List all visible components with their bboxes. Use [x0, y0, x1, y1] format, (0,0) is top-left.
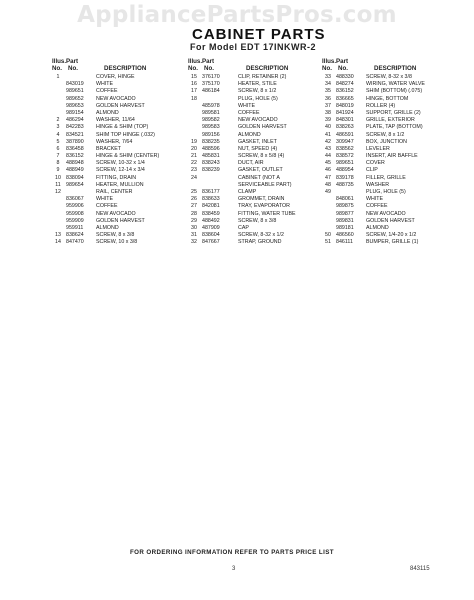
- illus-number: 16: [191, 81, 197, 88]
- part-number: 959911: [66, 224, 84, 231]
- part-row: [188, 175, 328, 182]
- part-number: 989877: [336, 210, 354, 217]
- document-number: 843115: [410, 566, 430, 572]
- part-row: [322, 124, 462, 131]
- part-description: COVER, HINGE: [96, 74, 135, 80]
- part-description: SCREW, 8 x 3/8: [238, 217, 277, 224]
- part-description: GOLDEN HARVEST: [96, 102, 145, 109]
- part-description: HINGE & SHIM (TOP): [96, 124, 149, 131]
- part-number: 989651: [66, 88, 84, 95]
- illus-number: 35: [325, 88, 331, 95]
- illus-number: 48: [325, 181, 331, 188]
- part-description: SCREW, 8 x 1/2: [238, 88, 277, 95]
- part-row: [52, 203, 192, 210]
- illus-number: 30: [191, 224, 197, 231]
- part-description: FITTING, WATER TUBE: [238, 210, 296, 217]
- part-row: [188, 189, 328, 196]
- part-row: [188, 218, 328, 225]
- part-number: 838459: [202, 210, 220, 217]
- part-description: WASHER: [366, 181, 390, 188]
- illus-number: 50: [325, 232, 331, 239]
- part-row: [322, 211, 462, 218]
- illus-number: 33: [325, 74, 331, 80]
- illus-number: 22: [191, 160, 197, 167]
- part-number: 989653: [66, 102, 84, 109]
- part-description: GROMMET, DRAIN: [238, 196, 285, 203]
- part-number: 836067: [66, 196, 84, 203]
- illus-number: 21: [191, 153, 197, 160]
- part-row: [188, 203, 328, 210]
- illus-number: 38: [325, 109, 331, 116]
- part-number: 846111: [336, 239, 353, 246]
- part-number: 838263: [336, 124, 354, 131]
- part-row: [322, 175, 462, 182]
- part-row: [188, 81, 328, 88]
- part-row: [52, 81, 192, 88]
- part-row: [52, 189, 192, 196]
- header-no: No.: [188, 65, 198, 72]
- illus-number: 29: [191, 217, 197, 224]
- watermark: AppliancePartsPros.com: [77, 2, 397, 28]
- part-number: 838094: [66, 174, 84, 181]
- part-row: [52, 110, 192, 117]
- footer-note: FOR ORDERING INFORMATION REFER TO PARTS PRICE LIST: [130, 549, 334, 556]
- illus-number: 42: [325, 138, 331, 145]
- part-description: GASKET, OUTLET: [238, 167, 283, 174]
- part-number: 838604: [202, 232, 220, 239]
- illus-number: 11: [55, 181, 61, 188]
- part-row: [322, 232, 462, 239]
- column-header: [188, 58, 328, 74]
- part-description: SHIM (BOTTOM) (.075): [366, 88, 423, 95]
- part-row: [188, 225, 328, 232]
- part-row: [188, 110, 328, 117]
- illus-number: 3: [56, 124, 60, 131]
- header-description: DESCRIPTION: [374, 65, 417, 72]
- part-description: ALMOND: [366, 224, 389, 231]
- illus-number: 37: [325, 102, 331, 109]
- illus-number: 6: [56, 145, 60, 152]
- part-number: 838239: [202, 167, 220, 174]
- part-row: [52, 160, 192, 167]
- part-description: GOLDEN HARVEST: [238, 124, 287, 131]
- illus-number: 19: [191, 138, 197, 145]
- part-description: SCREW, 10 x 3/8: [96, 239, 138, 246]
- part-description: NEW AVOCADO: [96, 210, 136, 217]
- header-part-no: No.: [204, 65, 214, 72]
- illus-number: 10: [55, 174, 61, 181]
- part-number: 485978: [202, 102, 220, 109]
- illus-number: 13: [55, 232, 61, 239]
- part-row: [322, 203, 462, 210]
- part-number: 989831: [336, 217, 354, 224]
- part-description: PLATE, TAP (BOTTOM): [366, 124, 423, 131]
- part-description: ALMOND: [96, 224, 119, 231]
- column-header: [52, 58, 192, 74]
- part-number: 848274: [336, 81, 354, 88]
- part-number: 838235: [202, 138, 220, 145]
- part-description: NEW AVOCADO: [96, 95, 136, 102]
- part-row: [188, 117, 328, 124]
- part-description: SCREW, 8-32 x 1/2: [238, 232, 284, 239]
- part-row: [52, 167, 192, 174]
- part-description: CLIP: [366, 167, 378, 174]
- part-row: [322, 196, 462, 203]
- illus-number: 49: [325, 189, 331, 195]
- part-description: WASHER, 7/64: [96, 138, 133, 145]
- part-description: SCREW, 10-32 x 1/4: [96, 160, 145, 167]
- part-description: NEW AVOCADO: [366, 210, 406, 217]
- part-row: [322, 239, 462, 246]
- part-description: CABINET (NOT A: [238, 174, 280, 181]
- part-row: [52, 211, 192, 218]
- part-row: [188, 103, 328, 110]
- part-description: WHITE: [96, 196, 114, 203]
- illus-number: 23: [191, 167, 197, 174]
- header-part: Part: [336, 58, 349, 65]
- part-number: 375170: [202, 81, 220, 88]
- part-number: 836152: [336, 88, 354, 95]
- part-number: 376170: [202, 74, 220, 80]
- part-row: [322, 110, 462, 117]
- part-description: HEATER, MULLION: [96, 181, 144, 188]
- illus-number: 14: [55, 239, 61, 246]
- part-number: 989581: [202, 109, 220, 116]
- part-number: 486184: [202, 88, 220, 95]
- illus-number: 2: [56, 117, 60, 124]
- part-description: COVER: [366, 160, 385, 167]
- part-row: [188, 239, 328, 246]
- part-number: 959908: [66, 210, 84, 217]
- part-description: WHITE: [96, 81, 114, 88]
- part-description: SCREW, 12-14 x 3/4: [96, 167, 145, 174]
- part-description: NEW AVOCADO: [238, 117, 278, 124]
- part-description: WHITE: [366, 196, 384, 203]
- part-number: 959906: [66, 203, 84, 210]
- part-description: COFFEE: [238, 109, 260, 116]
- parts-column: [52, 58, 192, 247]
- header-part: Part: [66, 58, 79, 65]
- part-number: 836665: [336, 95, 354, 102]
- part-number: 309947: [336, 138, 354, 145]
- illus-number: 25: [191, 189, 197, 195]
- part-description: CLIP, RETAINER (2): [238, 74, 287, 80]
- part-row: [188, 132, 328, 139]
- part-row: [188, 167, 328, 174]
- illus-number: 32: [191, 239, 197, 246]
- illus-number: 47: [325, 174, 331, 181]
- part-number: 838562: [336, 145, 354, 152]
- illus-number: 34: [325, 81, 331, 88]
- part-number: 838633: [202, 196, 220, 203]
- part-row: [322, 189, 462, 196]
- page-subtitle: For Model EDT 17INKWR-2: [190, 42, 317, 52]
- illus-number: 41: [325, 131, 331, 138]
- part-number: 838572: [336, 153, 354, 160]
- part-description: CAP: [238, 224, 249, 231]
- part-description: BRACKET: [96, 145, 122, 152]
- part-row: [52, 153, 192, 160]
- part-number: 486560: [336, 232, 354, 239]
- part-description: WHITE: [238, 102, 256, 109]
- illus-number: 46: [325, 167, 331, 174]
- part-row: [188, 160, 328, 167]
- part-row: [322, 81, 462, 88]
- header-part-no: No.: [68, 65, 78, 72]
- part-number: 959909: [66, 217, 84, 224]
- part-row: [188, 88, 328, 95]
- part-number: 488954: [336, 167, 354, 174]
- header-illus: Illus.: [188, 58, 203, 65]
- illus-number: 39: [325, 117, 331, 124]
- part-number: 387890: [66, 138, 84, 145]
- part-number: 847667: [202, 239, 220, 246]
- part-row: [322, 132, 462, 139]
- part-number: 989156: [202, 131, 220, 138]
- part-row: [188, 74, 328, 81]
- part-number: 488948: [66, 160, 84, 167]
- part-description: NUT, SPEED (4): [238, 145, 278, 152]
- part-row: [322, 139, 462, 146]
- part-row: [188, 153, 328, 160]
- part-number: 834521: [66, 131, 84, 138]
- illus-number: 7: [56, 153, 60, 160]
- part-description: SCREW, 8 x 3/8: [96, 232, 135, 239]
- part-description: LEVELER: [366, 145, 390, 152]
- part-description: FILLER, GRILLE: [366, 174, 406, 181]
- header-part-no: No.: [338, 65, 348, 72]
- page-title: CABINET PARTS: [192, 26, 326, 43]
- part-description: GRILLE, EXTERIOR: [366, 117, 415, 124]
- illus-number: 9: [56, 167, 60, 174]
- part-number: 839178: [336, 174, 354, 181]
- part-number: 989582: [202, 117, 220, 124]
- illus-number: 36: [325, 95, 331, 102]
- part-number: 842081: [202, 203, 220, 210]
- part-description: INSERT, AIR BAFFLE: [366, 153, 418, 160]
- header-illus: Illus.: [52, 58, 67, 65]
- part-number: 989652: [66, 95, 84, 102]
- part-description: SHIM TOP HINGE (.032): [96, 131, 155, 138]
- part-number: 488596: [202, 145, 220, 152]
- page-number: 3: [232, 566, 236, 572]
- part-number: 838243: [202, 160, 220, 167]
- part-description: GASKET, INLET: [238, 138, 277, 145]
- part-number: 836177: [202, 189, 220, 195]
- part-number: 488735: [336, 181, 354, 188]
- part-row: [52, 88, 192, 95]
- part-row: [52, 196, 192, 203]
- part-row: [188, 211, 328, 218]
- illus-number: 28: [191, 210, 197, 217]
- part-number: 487909: [202, 224, 220, 231]
- part-number: 843019: [66, 81, 84, 88]
- part-row: [52, 74, 192, 81]
- part-description: GOLDEN HARVEST: [96, 217, 145, 224]
- part-row: [52, 96, 192, 103]
- part-row: [52, 225, 192, 232]
- part-number: 989651: [336, 160, 354, 167]
- illus-number: 24: [191, 174, 197, 181]
- part-number: 841924: [336, 109, 354, 116]
- part-number: 488949: [66, 167, 84, 174]
- part-row: [52, 139, 192, 146]
- header-no: No.: [322, 65, 332, 72]
- part-number: 848301: [336, 117, 354, 124]
- illus-number: 43: [325, 145, 331, 152]
- illus-number: 5: [56, 138, 60, 145]
- part-number: 989583: [202, 124, 220, 131]
- part-description: COFFEE: [96, 203, 118, 210]
- parts-column: [322, 58, 462, 247]
- part-description: ALMOND: [96, 109, 119, 116]
- part-description: SCREW, 1/4-20 x 1/2: [366, 232, 417, 239]
- part-row: [188, 182, 328, 189]
- part-number: 989875: [336, 203, 354, 210]
- part-row: [52, 103, 192, 110]
- part-row: [322, 117, 462, 124]
- part-description: DUCT, AIR: [238, 160, 264, 167]
- part-description: BOX, JUNCTION: [366, 138, 407, 145]
- part-number: 836458: [66, 145, 84, 152]
- part-row: [322, 182, 462, 189]
- part-row: [188, 232, 328, 239]
- part-number: 847470: [66, 239, 84, 246]
- part-row: [52, 146, 192, 153]
- illus-number: 44: [325, 153, 331, 160]
- part-number: 989181: [336, 224, 354, 231]
- illus-number: 51: [325, 239, 331, 246]
- part-description: RAIL, CENTER: [96, 189, 133, 195]
- illus-number: 12: [55, 189, 61, 195]
- part-number: 838624: [66, 232, 84, 239]
- part-description: HINGE & SHIM (CENTER): [96, 153, 160, 160]
- part-number: 848061: [336, 196, 354, 203]
- part-description: SCREW, 8 x 1/2: [366, 131, 405, 138]
- part-row: [188, 124, 328, 131]
- part-number: 488492: [202, 217, 220, 224]
- part-description: ALMOND: [238, 131, 261, 138]
- part-number: 485831: [202, 153, 220, 160]
- illus-number: 15: [191, 74, 197, 80]
- illus-number: 40: [325, 124, 331, 131]
- part-number: 836152: [66, 153, 84, 160]
- part-row: [188, 196, 328, 203]
- part-row: [188, 139, 328, 146]
- part-number: 848019: [336, 102, 354, 109]
- part-row: [322, 74, 462, 81]
- part-number: 989654: [66, 181, 84, 188]
- illus-number: 31: [191, 232, 197, 239]
- part-row: [322, 103, 462, 110]
- part-row: [322, 167, 462, 174]
- part-number: 989154: [66, 109, 84, 116]
- part-description: PLUG, HOLE (5): [238, 95, 278, 102]
- part-description: SCREW, 8-32 x 3/8: [366, 74, 412, 80]
- part-row: [52, 218, 192, 225]
- illus-number: 4: [56, 131, 60, 138]
- part-row: [322, 96, 462, 103]
- part-row: [322, 146, 462, 153]
- part-description: HINGE, BOTTOM: [366, 95, 409, 102]
- part-description: BUMPER, GRILLE (1): [366, 239, 419, 246]
- parts-column: [188, 58, 328, 247]
- part-row: [52, 239, 192, 246]
- part-description: SCREW, 8 x 5/8 (4): [238, 153, 285, 160]
- illus-number: 17: [191, 88, 197, 95]
- part-row: [52, 182, 192, 189]
- header-no: No.: [52, 65, 62, 72]
- part-row: [322, 218, 462, 225]
- part-description: FITTING, DRAIN: [96, 174, 137, 181]
- part-description: COFFEE: [96, 88, 118, 95]
- part-row: [322, 225, 462, 232]
- part-description: PLUG, HOLE (5): [366, 189, 406, 195]
- part-row: [52, 117, 192, 124]
- header-illus: Illus.: [322, 58, 337, 65]
- header-description: DESCRIPTION: [104, 65, 147, 72]
- illus-number: 45: [325, 160, 331, 167]
- part-row: [52, 232, 192, 239]
- part-row: [188, 96, 328, 103]
- part-description: GOLDEN HARVEST: [366, 217, 415, 224]
- part-description: STRAP, GROUND: [238, 239, 282, 246]
- part-row: [322, 160, 462, 167]
- illus-number: 27: [191, 203, 197, 210]
- part-number: 842283: [66, 124, 84, 131]
- part-row: [188, 146, 328, 153]
- part-description: SUPPORT, GRILLE (2): [366, 109, 421, 116]
- part-number: 486294: [66, 117, 84, 124]
- part-row: [322, 153, 462, 160]
- part-row: [52, 175, 192, 182]
- header-part: Part: [202, 58, 215, 65]
- part-description: WIRING, WATER VALVE: [366, 81, 425, 88]
- part-description: TRAY, EVAPORATOR: [238, 203, 290, 210]
- part-number: 488330: [336, 74, 354, 80]
- illus-number: 26: [191, 196, 197, 203]
- part-row: [52, 124, 192, 131]
- column-header: [322, 58, 462, 74]
- part-number: 486591: [336, 131, 354, 138]
- part-description: ROLLER (4): [366, 102, 396, 109]
- part-description: SERVICEABLE PART): [238, 181, 292, 188]
- part-description: HEATER, STILE: [238, 81, 277, 88]
- part-description: COFFEE: [366, 203, 388, 210]
- header-description: DESCRIPTION: [246, 65, 289, 72]
- part-row: [322, 88, 462, 95]
- illus-number: 18: [191, 95, 197, 102]
- illus-number: 20: [191, 145, 197, 152]
- illus-number: 8: [56, 160, 60, 167]
- part-row: [52, 132, 192, 139]
- part-description: WASHER, 11/64: [96, 117, 135, 124]
- illus-number: 1: [56, 74, 60, 80]
- part-description: CLAMP: [238, 189, 257, 195]
